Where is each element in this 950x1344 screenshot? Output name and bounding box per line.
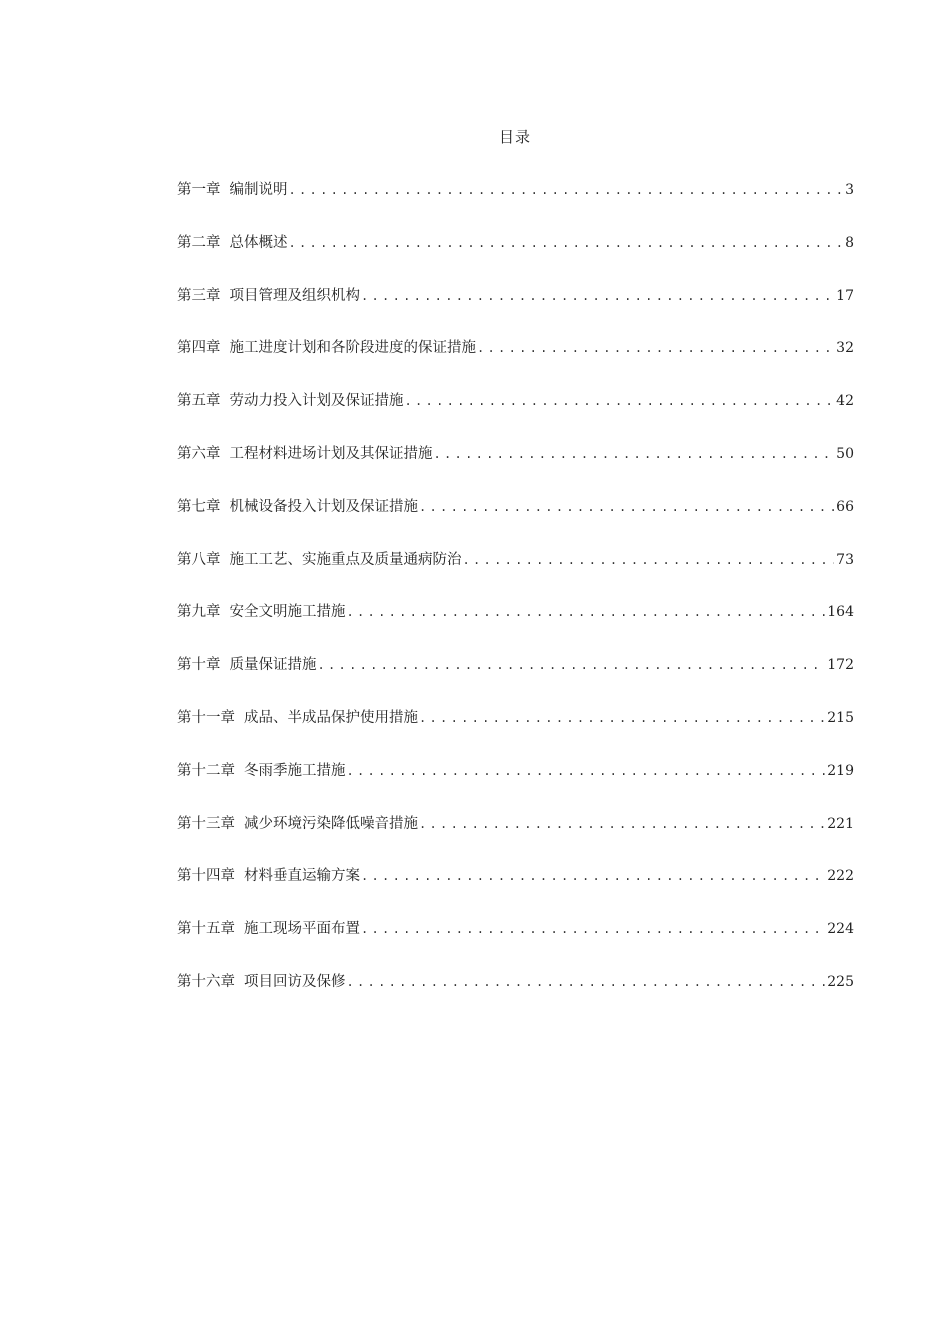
toc-entry[interactable] [177, 703, 854, 756]
toc-chapter-label: 第十五章 [177, 921, 235, 938]
toc-dot-leader [463, 545, 835, 575]
toc-entry[interactable] [177, 914, 854, 967]
toc-entry[interactable] [177, 861, 854, 914]
toc-page-number: 32 [836, 340, 854, 357]
toc-entry-title: 施工进度计划和各阶段进度的保证措施 [229, 340, 476, 357]
toc-chapter-label: 第七章 [177, 498, 221, 515]
toc-page-number: 225 [827, 973, 854, 990]
toc-entry-title: 劳动力投入计划及保证措施 [229, 393, 404, 410]
toc-page-number: 3 [845, 182, 854, 198]
toc-chapter-label: 第二章 [177, 234, 221, 251]
toc-entry[interactable] [177, 281, 854, 334]
toc-entry-title: 减少环境污染降低噪音措施 [244, 815, 418, 832]
toc-chapter-label: 第三章 [177, 287, 221, 304]
toc-dot-leader [289, 228, 844, 258]
toc-dot-leader [361, 281, 834, 311]
toc-list [177, 175, 854, 1020]
toc-entry-title: 编制说明 [229, 182, 288, 198]
toc-page-number: 215 [827, 709, 854, 726]
toc-entry[interactable] [177, 333, 854, 386]
toc-entry-title: 施工工艺、实施重点及质量通病防治 [229, 551, 462, 568]
toc-page-number: 66 [836, 498, 854, 515]
toc-dot-leader [347, 756, 826, 786]
toc-dot-leader [434, 439, 835, 469]
toc-entry[interactable] [177, 597, 854, 650]
toc-page-number: 222 [827, 868, 854, 885]
toc-entry-title: 安全文明施工措施 [229, 604, 346, 621]
toc-chapter-label: 第十章 [177, 657, 221, 674]
toc-entry-title: 总体概述 [229, 234, 288, 251]
toc-page-number: 164 [827, 604, 854, 621]
toc-entry[interactable] [177, 650, 854, 703]
toc-entry[interactable] [177, 175, 854, 228]
toc-chapter-label: 第十六章 [177, 973, 235, 990]
toc-page-number: 172 [827, 657, 854, 674]
toc-page-number: 17 [836, 287, 854, 304]
toc-dot-leader [361, 914, 825, 944]
toc-entry[interactable] [177, 386, 854, 439]
toc-chapter-label: 第六章 [177, 445, 221, 462]
toc-dot-leader [347, 967, 826, 997]
toc-page-number: 73 [836, 551, 854, 568]
toc-dot-leader [361, 861, 825, 891]
toc-chapter-label: 第十三章 [177, 815, 235, 832]
toc-entry-title: 质量保证措施 [229, 657, 317, 674]
toc-entry-title: 材料垂直运输方案 [244, 868, 360, 885]
toc-dot-leader [405, 386, 835, 416]
toc-page-number: 8 [845, 234, 854, 251]
toc-entry[interactable] [177, 967, 854, 1020]
toc-dot-leader [419, 809, 825, 839]
toc-page-number: 224 [827, 921, 854, 938]
toc-page-number: 50 [836, 445, 854, 462]
toc-chapter-label: 第十一章 [177, 709, 235, 726]
toc-entry[interactable] [177, 492, 854, 545]
toc-entry-title: 成品、半成品保护使用措施 [244, 709, 418, 726]
toc-dot-leader [477, 333, 834, 363]
toc-chapter-label: 第九章 [177, 604, 221, 621]
toc-chapter-label: 第五章 [177, 393, 221, 410]
toc-chapter-label: 第十二章 [177, 762, 235, 779]
toc-entry-title: 项目回访及保修 [244, 973, 346, 990]
toc-dot-leader [318, 650, 826, 680]
toc-page-number: 221 [827, 815, 854, 832]
toc-entry-title: 机械设备投入计划及保证措施 [229, 498, 418, 515]
toc-chapter-label: 第十四章 [177, 868, 235, 885]
toc-page-number: 219 [827, 762, 854, 779]
toc-title: 目录 [498, 128, 531, 146]
toc-dot-leader [419, 492, 834, 522]
toc-chapter-label: 第一章 [177, 182, 221, 198]
toc-entry-title: 冬雨季施工措施 [244, 762, 346, 779]
toc-entry[interactable] [177, 439, 854, 492]
toc-dot-leader [419, 703, 825, 733]
toc-entry-title: 施工现场平面布置 [244, 921, 360, 938]
toc-dot-leader [289, 175, 844, 205]
toc-chapter-label: 第四章 [177, 340, 221, 357]
toc-page-number: 42 [836, 393, 854, 410]
toc-entry[interactable] [177, 809, 854, 862]
toc-entry-title: 项目管理及组织机构 [229, 287, 360, 304]
toc-entry[interactable] [177, 545, 854, 598]
toc-dot-leader [347, 597, 826, 627]
toc-entry[interactable] [177, 756, 854, 809]
toc-entry-title: 工程材料进场计划及其保证措施 [229, 445, 433, 462]
toc-chapter-label: 第八章 [177, 551, 221, 568]
toc-entry[interactable] [177, 228, 854, 281]
